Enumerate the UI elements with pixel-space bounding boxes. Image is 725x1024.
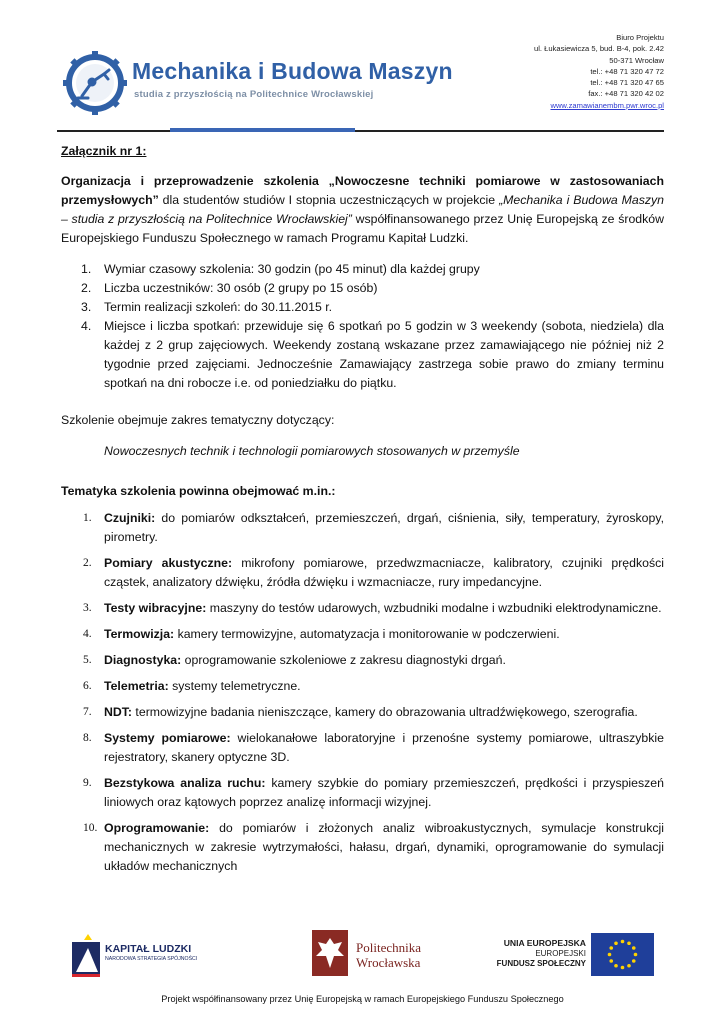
list-number: 4. (83, 628, 92, 640)
conditions-list (61, 260, 664, 393)
list-item (61, 260, 664, 279)
eu-star (609, 946, 613, 950)
eu-star (621, 966, 625, 970)
contact-office: Biuro Projektu (616, 33, 664, 42)
topic-term: NDT: (104, 705, 133, 719)
topics-heading: Tematyka szkolenia powinna obejmować m.in.: (61, 484, 336, 498)
topic-desc: kamery szybkie do pomiary przemieszczeń, prędkości i przyspieszeń liniowych oraz kątowych poprzez analizę informacji wizyjnej. (104, 776, 664, 809)
contact-city: 50-371 Wrocław (609, 55, 664, 65)
list-text: Liczba uczestników: 30 osób (2 grupy po 15 osób) (104, 281, 378, 295)
topic-desc: maszyny do testów udarowych, wzbudniki modalne i wzbudniki elektrodynamiczne. (206, 601, 662, 615)
list-item (61, 625, 664, 644)
eu-star (614, 964, 618, 968)
list-item (61, 729, 664, 767)
topic-term: Pomiary akustyczne: (104, 556, 233, 570)
kl-title: KAPITAŁ LUDZKI (105, 943, 192, 955)
scope-intro: Szkolenie obejmuje zakres tematyczny dotyczący: (61, 413, 335, 427)
eu-star (632, 946, 636, 950)
eu-star (627, 941, 631, 945)
list-number: 3. (83, 602, 92, 614)
list-text: Miejsce i liczba spotkań: przewiduje się 6 spotkań po 5 godzin w 3 weekendy (sobota, niedziela) dla każdej z 2 grup zajęciowych. Weekendy zostaną wskazane przez zamawiającego nie później niż 2 tygodnie przed zajęciami. Jednocześnie Zamawiający zastrzega sobie prawo do zmiany terminu spotkań na dni robocze i.e. od poniedziałku do piątku. (104, 319, 664, 390)
list-number: 2. (81, 281, 92, 295)
eu-caption (494, 938, 586, 970)
intro-paragraph (61, 172, 664, 248)
eu-star (614, 941, 618, 945)
topic-term: Systemy pomiarowe: (104, 731, 231, 745)
list-item (61, 554, 664, 592)
list-item (61, 298, 664, 317)
intro-text-1: dla studentów studiów I stopnia uczestniczących w projekcie (158, 193, 500, 207)
contact-street: ul. Łukasiewicza 5, bud. B-4, pok. 2.42 (533, 44, 664, 54)
list-item (61, 509, 664, 547)
website-link[interactable]: www.zamawianembm.pwr.wroc.pl (550, 100, 664, 110)
list-number: 1. (81, 262, 92, 276)
list-item (61, 703, 664, 722)
topic-term: Termowizja: (104, 627, 175, 641)
list-item (61, 774, 664, 812)
eu-star (621, 940, 625, 944)
contact-block (534, 32, 664, 111)
list-number: 4. (81, 319, 92, 333)
list-number: 7. (83, 706, 92, 718)
logo-title: Mechanika i Budowa Maszyn (132, 58, 453, 84)
contact-fax: fax.: +48 71 320 42 02 (588, 89, 664, 99)
list-item (61, 819, 664, 876)
topic-desc: termowizyjne badania nieniszczące, kamery do obrazowania ultradźwiękowego, szerografia. (132, 705, 638, 719)
pwr-name-line-2: Wrocławska (356, 955, 421, 970)
footer-note: Projekt współfinansowany przez Unię Europejską w ramach Europejskiego Funduszu Społecznego (161, 994, 564, 1004)
list-text: Termin realizacji szkoleń: do 30.11.2015 r. (104, 300, 333, 314)
header-divider-accent (170, 128, 355, 132)
header-divider (57, 130, 664, 132)
intro-bold-title: Organizacja i przeprowadzenie szkolenia „Nowoczesne techniki pomiarowe w zastosowaniach przemysłowych” (61, 174, 664, 207)
list-item (61, 279, 664, 298)
list-number: 8. (83, 732, 92, 744)
mbm-gear-logo (62, 50, 128, 116)
eu-line-2: EUROPEJSKI (535, 948, 586, 958)
intro-project-name: „Mechanika i Budowa Maszyn – studia z przyszłością na Politechnice Wrocławskiej” (61, 193, 664, 226)
scope-topic: Nowoczesnych technik i technologii pomiarowych stosowanych w przemyśle (104, 444, 520, 458)
topic-desc: wielokanałowe laboratoryjne i przenośne systemy pomiarowe, ultraszybkie rejestratory, skanery optyczne 3D. (104, 731, 664, 764)
kl-subtitle: NARODOWA STRATEGIA SPÓJNOŚCI (105, 956, 198, 962)
topic-desc: do pomiarów i złożonych analiz wibroakustycznych, symulacje konstrukcji mechanicznych w zakresie wytrzymałości, hałasu, drgań, dynamiki, oprogramowanie do symulacji układów mechanicznych (104, 821, 664, 873)
topic-desc: do pomiarów odkształceń, przemieszczeń, drgań, ciśnienia, siły, temperatury, żyroskopy, pirometry. (104, 511, 664, 544)
list-number: 5. (83, 654, 92, 666)
eu-line-1: UNIA EUROPEJSKA (503, 938, 586, 948)
eu-line-3: FUNDUSZ SPOŁECZNY (496, 959, 586, 968)
contact-phone-1: tel.: +48 71 320 47 72 (590, 66, 664, 76)
topic-desc: mikrofony pomiarowe, przedwzmacniacze, kalibratory, czujniki prędkości cząstek, analizatory dźwięku, źródła dźwięku i wzmacniacze, rury impedancyjne. (104, 556, 664, 589)
list-item (61, 317, 664, 393)
eu-star (627, 964, 631, 968)
logo-subtitle: studia z przyszłością na Politechnice Wrocławskiej (134, 89, 374, 100)
topic-term: Telemetria: (104, 679, 169, 693)
contact-phone-2: tel.: +48 71 320 47 65 (590, 78, 664, 88)
topic-desc: oprogramowanie szkoleniowe z zakresu diagnostyki drgań. (181, 653, 506, 667)
topic-term: Oprogramowanie: (104, 821, 210, 835)
list-number: 3. (81, 300, 92, 314)
attachment-heading: Załącznik nr 1: (61, 144, 147, 158)
eu-flag (591, 933, 654, 976)
eu-star (608, 953, 612, 957)
list-number: 1. (83, 512, 92, 524)
list-number: 2. (83, 557, 92, 569)
pwr-name-line-1: Politechnika (356, 940, 421, 955)
list-text: Wymiar czasowy szkolenia: 30 godzin (po 45 minut) dla każdej grupy (104, 262, 480, 276)
eu-star (609, 959, 613, 963)
topics-list (61, 509, 664, 883)
topic-term: Testy wibracyjne: (104, 601, 207, 615)
list-item (61, 599, 664, 618)
list-number: 6. (83, 680, 92, 692)
topic-desc: systemy telemetryczne. (168, 679, 301, 693)
pwr-eagle-logo (312, 930, 348, 976)
eu-star (632, 959, 636, 963)
topic-term: Diagnostyka: (104, 653, 182, 667)
list-item (61, 651, 664, 670)
list-number: 9. (83, 777, 92, 789)
intro-text-2: współfinansowanego przez Unię Europejską ze środków Europejskiego Funduszu Społecznego w ramach Programu Kapitał Ludzki. (61, 212, 664, 245)
list-number: 10. (83, 822, 98, 834)
list-item (61, 677, 664, 696)
topic-term: Bezstykowa analiza ruchu: (104, 776, 266, 790)
eu-star (634, 953, 638, 957)
topic-desc: kamery termowizyjne, automatyzacja i monitorowanie w podczerwieni. (174, 627, 560, 641)
topic-term: Czujniki: (104, 511, 156, 525)
